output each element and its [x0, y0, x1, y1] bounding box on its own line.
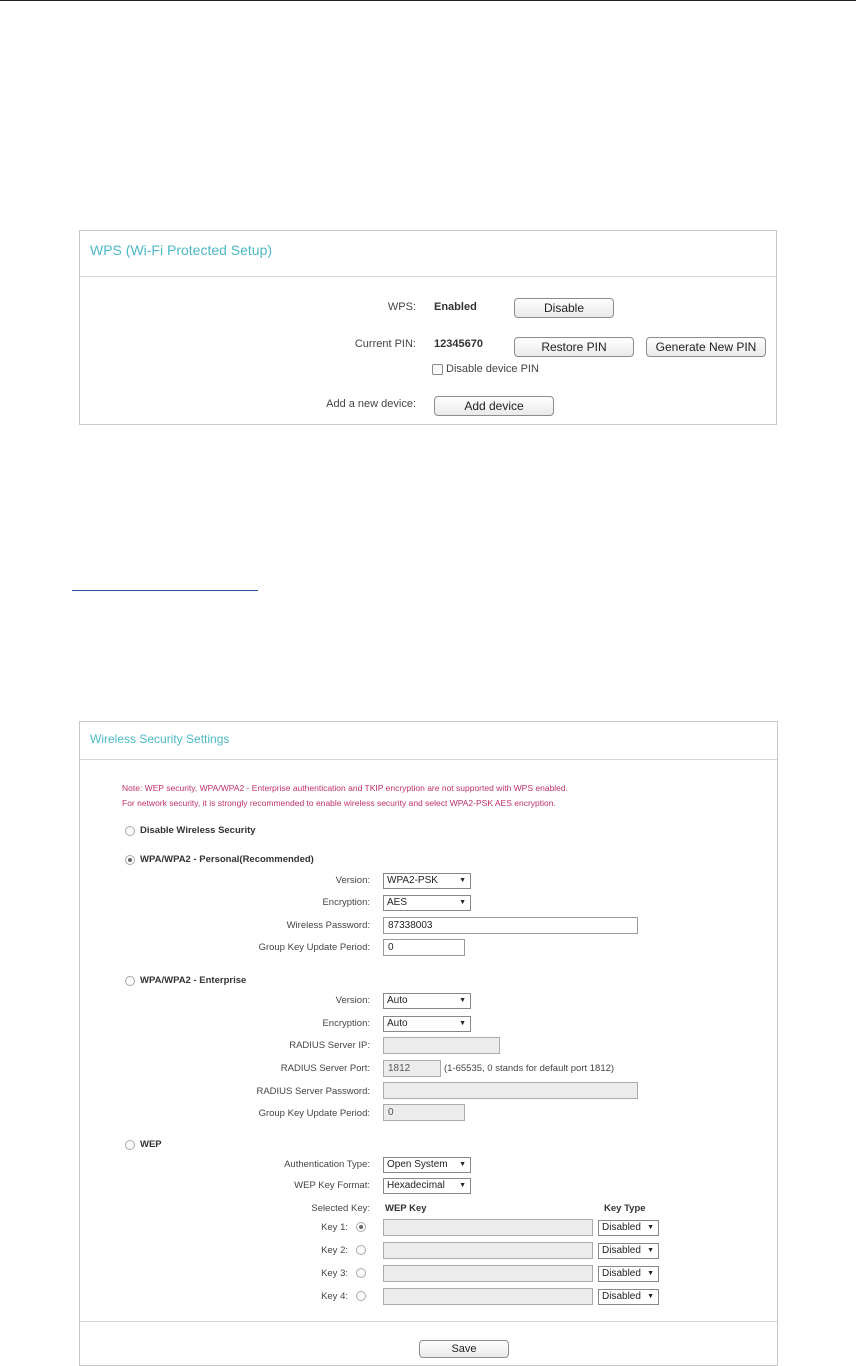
- page-top-rule: [0, 0, 856, 1]
- wep-radio[interactable]: [125, 1140, 135, 1150]
- key-3-type-value: Disabled: [602, 1268, 641, 1279]
- enterprise-group-key-input[interactable]: 0: [383, 1104, 465, 1121]
- wps-panel-title: WPS (Wi-Fi Protected Setup): [90, 242, 273, 258]
- key-1-type-select[interactable]: [598, 1220, 659, 1236]
- key-2-type-select[interactable]: [598, 1243, 659, 1259]
- dropdown-arrow-icon: ▼: [647, 1293, 654, 1300]
- disable-device-pin-checkbox[interactable]: [432, 364, 443, 375]
- personal-version-value: WPA2-PSK: [387, 875, 438, 886]
- dropdown-arrow-icon: ▼: [459, 899, 466, 906]
- radius-password-label: RADIUS Server Password:: [256, 1086, 370, 1097]
- personal-version-label: Version:: [335, 875, 370, 886]
- wps-label: WPS:: [387, 301, 416, 313]
- key-format-select[interactable]: [383, 1178, 471, 1194]
- current-pin-value: 12345670: [434, 338, 483, 350]
- radius-port-input[interactable]: 1812: [383, 1060, 441, 1077]
- auth-type-select[interactable]: [383, 1157, 471, 1173]
- key-3-input[interactable]: [383, 1265, 593, 1282]
- enterprise-version-value: Auto: [387, 995, 408, 1006]
- personal-group-key-label: Group Key Update Period:: [258, 942, 370, 953]
- radius-ip-label: RADIUS Server IP:: [289, 1040, 370, 1051]
- key-type-header: Key Type: [604, 1203, 646, 1214]
- wpa-personal-radio[interactable]: [125, 855, 135, 865]
- enterprise-encryption-select[interactable]: [383, 1016, 471, 1032]
- key-4-type-value: Disabled: [602, 1291, 641, 1302]
- security-footer-divider: [80, 1321, 777, 1322]
- enterprise-group-key-label: Group Key Update Period:: [258, 1108, 370, 1119]
- personal-encryption-value: AES: [387, 897, 408, 908]
- enterprise-version-select[interactable]: [383, 993, 471, 1009]
- auth-type-value: Open System: [387, 1159, 448, 1170]
- enterprise-encryption-value: Auto: [387, 1018, 408, 1029]
- key-3-label: Key 3:: [321, 1268, 348, 1279]
- enterprise-version-label: Version:: [335, 995, 370, 1006]
- key-format-value: Hexadecimal: [387, 1180, 445, 1191]
- key-4-label: Key 4:: [321, 1291, 348, 1302]
- dropdown-arrow-icon: ▼: [647, 1270, 654, 1277]
- personal-encryption-select[interactable]: [383, 895, 471, 911]
- add-device-button[interactable]: Add device: [434, 396, 554, 416]
- dropdown-arrow-icon: ▼: [459, 877, 466, 884]
- disable-wps-button[interactable]: Disable: [514, 298, 614, 318]
- key-format-label: WEP Key Format:: [294, 1180, 370, 1191]
- key-1-radio[interactable]: [356, 1222, 366, 1232]
- save-button[interactable]: Save: [419, 1340, 509, 1358]
- key-4-radio[interactable]: [356, 1291, 366, 1301]
- dropdown-arrow-icon: ▼: [647, 1247, 654, 1254]
- note-line-1: Note: WEP security, WPA/WPA2 - Enterprise authentication and TKIP encryption are not supported with WPS enabled.: [122, 783, 568, 793]
- wpa-enterprise-option: WPA/WPA2 - Enterprise: [140, 975, 247, 986]
- dropdown-arrow-icon: ▼: [459, 997, 466, 1004]
- key-1-type-value: Disabled: [602, 1222, 641, 1233]
- key-2-input[interactable]: [383, 1242, 593, 1259]
- generate-new-pin-button[interactable]: Generate New PIN: [646, 337, 766, 357]
- selected-key-label: Selected Key:: [311, 1203, 370, 1214]
- wireless-password-input[interactable]: 87338003: [383, 917, 638, 934]
- disable-security-option: Disable Wireless Security: [140, 825, 256, 836]
- key-3-radio[interactable]: [356, 1268, 366, 1278]
- dropdown-arrow-icon: ▼: [647, 1224, 654, 1231]
- security-panel-title: Wireless Security Settings: [90, 732, 230, 746]
- link-underline: [72, 590, 258, 591]
- disable-security-radio[interactable]: [125, 826, 135, 836]
- key-2-radio[interactable]: [356, 1245, 366, 1255]
- wps-panel-divider: [80, 276, 776, 277]
- wep-key-header: WEP Key: [385, 1203, 427, 1214]
- radius-ip-input[interactable]: [383, 1037, 500, 1054]
- dropdown-arrow-icon: ▼: [459, 1161, 466, 1168]
- personal-version-select[interactable]: [383, 873, 471, 889]
- wps-panel: [79, 230, 777, 425]
- key-2-label: Key 2:: [321, 1245, 348, 1256]
- dropdown-arrow-icon: ▼: [459, 1020, 466, 1027]
- current-pin-label: Current PIN:: [354, 338, 416, 350]
- key-4-type-select[interactable]: [598, 1289, 659, 1305]
- key-1-label: Key 1:: [321, 1222, 348, 1233]
- add-device-label: Add a new device:: [326, 398, 416, 410]
- wpa-personal-option: WPA/WPA2 - Personal(Recommended): [140, 854, 314, 865]
- wireless-security-panel: [79, 721, 778, 1366]
- wpa-enterprise-radio[interactable]: [125, 976, 135, 986]
- dropdown-arrow-icon: ▼: [459, 1182, 466, 1189]
- enterprise-encryption-label: Encryption:: [322, 1018, 370, 1029]
- personal-encryption-label: Encryption:: [322, 897, 370, 908]
- radius-port-hint: (1-65535, 0 stands for default port 1812): [444, 1063, 615, 1074]
- auth-type-label: Authentication Type:: [284, 1159, 370, 1170]
- radius-password-input[interactable]: [383, 1082, 638, 1099]
- disable-device-pin-label: Disable device PIN: [446, 363, 539, 375]
- radius-port-label: RADIUS Server Port:: [280, 1063, 370, 1074]
- key-2-type-value: Disabled: [602, 1245, 641, 1256]
- wep-option: WEP: [140, 1139, 162, 1150]
- restore-pin-button[interactable]: Restore PIN: [514, 337, 634, 357]
- key-3-type-select[interactable]: [598, 1266, 659, 1282]
- key-1-input[interactable]: [383, 1219, 593, 1236]
- wireless-password-label: Wireless Password:: [286, 920, 370, 931]
- note-line-2: For network security, it is strongly recommended to enable wireless security and select WPA2-PSK AES encryption.: [122, 798, 556, 808]
- key-4-input[interactable]: [383, 1288, 593, 1305]
- wps-status: Enabled: [434, 301, 477, 313]
- personal-group-key-input[interactable]: 0: [383, 939, 465, 956]
- security-panel-divider: [80, 759, 777, 760]
